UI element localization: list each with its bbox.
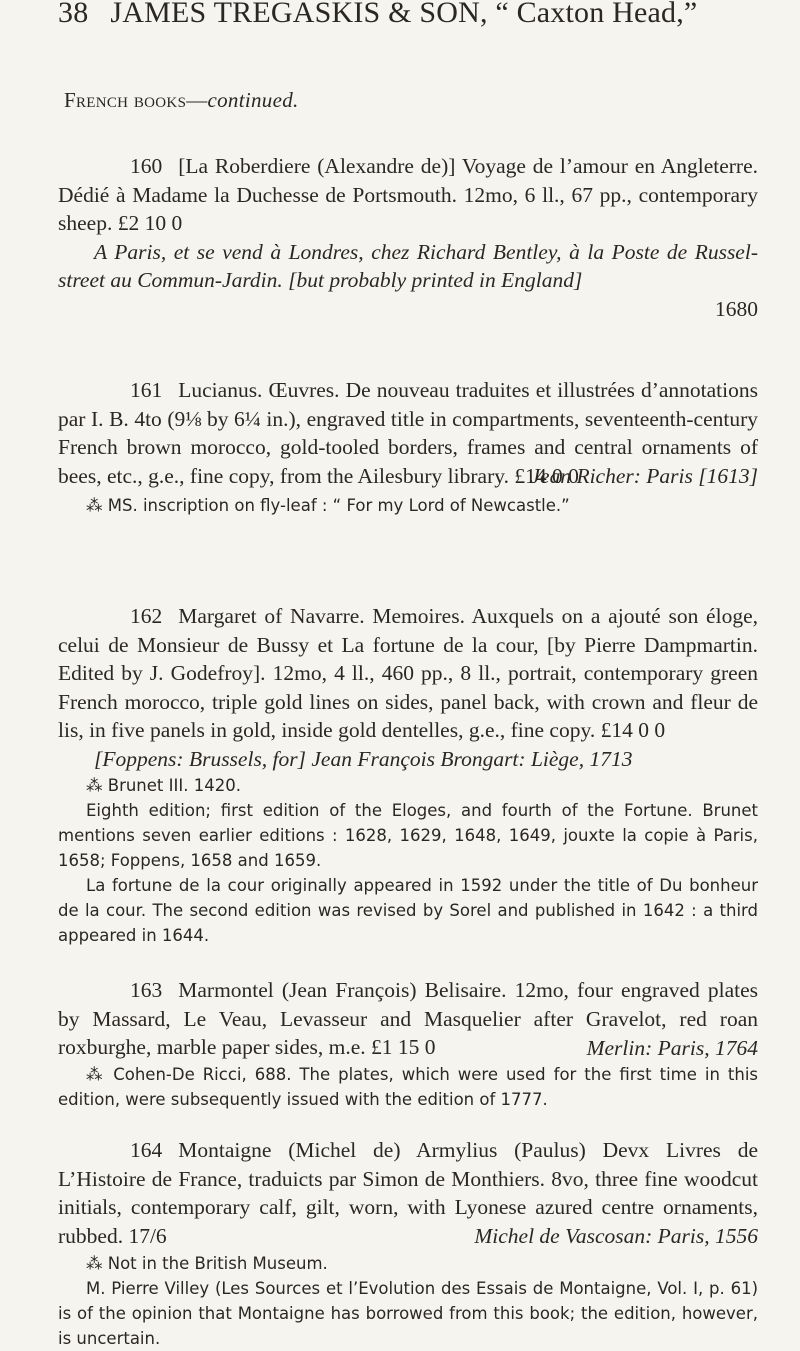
entry-number: 160 xyxy=(130,154,163,178)
entry-note: ⁂ Not in the British Museum. xyxy=(86,1253,328,1273)
entry-imprint: A Paris, et se vend à Londres, chez Richard Bentley, à la Poste de Russel-street au Commun-Jardin. [but probably printed in England] xyxy=(58,239,758,292)
entry-161 xyxy=(58,376,758,518)
entry-imprint: Michel de Vascosan: Paris, 1556 xyxy=(474,1224,758,1248)
page-number: 38 xyxy=(58,0,89,29)
entry-imprint: [Foppens: Brussels, for] Jean François Brongart: Liège, 1713 xyxy=(94,746,633,771)
entry-number: 164 xyxy=(130,1138,163,1162)
entry-imprint: Jean Richer: Paris [1613] xyxy=(530,464,758,488)
entry-description: Marmontel (Jean François) Belisaire. 12mo, four engraved plates by Massard, Le Veau, Levasseur and Masquelier after Gravelot, red roan roxburghe, marble paper sides, m.e. £1 15 0 xyxy=(58,978,758,1059)
entry-description: Margaret of Navarre. Memoires. Auxquels on a ajouté son éloge, celui de Monsieur de Bussy et La fortune de la cour, [by Pierre Dampmartin. Edited by J. Godefroy]. 12mo, 4 ll., 460 pp., 8 ll., portrait, contemporary green French morocco, triple gold lines on sides, panel back, with crown and fleur de lis, in five panels in gold, inside gold dentelles, g.e., fine copy. £14 0 0 xyxy=(58,604,758,742)
entry-162 xyxy=(58,602,758,948)
entry-date: 1680 xyxy=(715,296,758,321)
running-header xyxy=(58,0,758,30)
entry-164 xyxy=(58,1136,758,1351)
entry-note: La fortune de la cour originally appeared in 1592 under the title of Du bonheur de la cour. The second edition was revised by Sorel and published in 1642 : a third appeared in 1644. xyxy=(58,876,758,945)
entry-number: 161 xyxy=(130,378,163,402)
entry-description: [La Roberdiere (Alexandre de)] Voyage de l’amour en Angleterre. Dédié à Madame la Duchesse de Portsmouth. 12mo, 6 ll., 67 pp., contemporary sheep. £2 10 0 xyxy=(58,154,758,235)
entry-number: 162 xyxy=(130,604,163,628)
section-title: French books—continued. xyxy=(64,88,299,112)
entry-note: ⁂ Cohen-De Ricci, 688. The plates, which were used for the first time in this edition, were subsequently issued with the edition of 1777. xyxy=(58,1065,758,1109)
entry-note: Eighth edition; first edition of the Eloges, and fourth of the Fortune. Brunet mentions seven earlier editions : 1628, 1629, 1648, 1649, jouxte la copie à Paris, 1658; Foppens, 1658 and 1659. xyxy=(58,801,758,870)
entry-note: ⁂ Brunet III. 1420. xyxy=(86,776,241,795)
entry-description: Lucianus. Œuvres. De nouveau traduites et illustrées d’annotations par I. B. 4to (9⅛ by 6¼ in.), engraved title in compartments, seventeenth-century French brown morocco, gold-tooled borders, frames and central ornaments of bees, etc., g.e., fine copy, from the Ailesbury library. £14 0 0 xyxy=(58,378,758,488)
entry-note: M. Pierre Villey (Les Sources et l’Evolution des Essais de Montaigne, Vol. I, p. 61) is of the opinion that Montaigne has borrowed from this book; the edition, however, is uncertain. xyxy=(58,1278,758,1348)
entry-imprint: Merlin: Paris, 1764 xyxy=(586,1035,758,1060)
entry-note: ⁂ MS. inscription on fly-leaf : “ For my Lord of Newcastle.” xyxy=(86,495,570,515)
header-title: JAMES TREGASKIS & SON, “ Caxton Head,” xyxy=(110,0,698,29)
entry-number: 163 xyxy=(130,978,163,1002)
entry-description: Montaigne (Michel de) Armylius (Paulus) Devx Livres de L’Histoire de France, traduicts par Simon de Monthiers. 8vo, three fine woodcut initials, contemporary calf, gilt, worn, with Lyonese azured centre ornaments, rubbed. 17/6 xyxy=(58,1138,758,1248)
entry-160 xyxy=(58,152,758,323)
entry-163 xyxy=(58,976,758,1112)
